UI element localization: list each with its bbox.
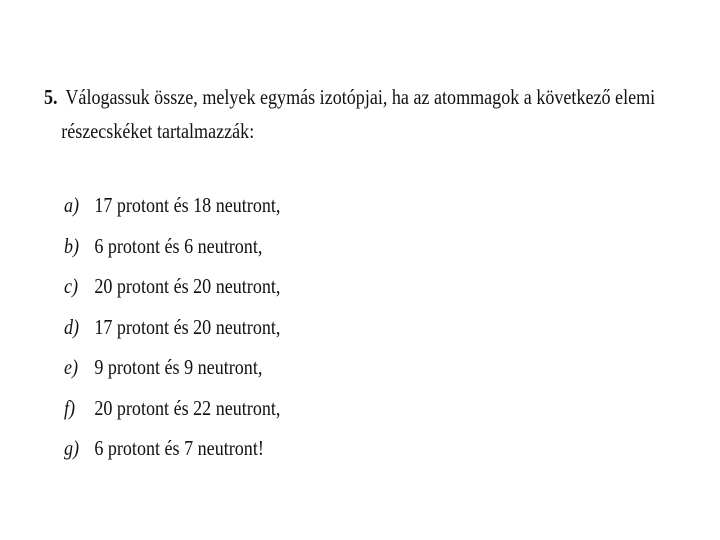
- problem-number: 5.: [44, 85, 58, 109]
- problem-stem-line-2: részecskéket tartalmazzák:: [61, 119, 255, 143]
- item-letter: c): [64, 274, 79, 298]
- item-letter: b): [64, 233, 80, 258]
- answer-items-list: [64, 188, 664, 472]
- list-item: [64, 391, 580, 432]
- item-text: 17 protont és 18 neutront,: [94, 193, 281, 217]
- item-text: 9 protont és 9 neutront,: [94, 355, 263, 379]
- item-text: 17 protont és 20 neutront,: [94, 314, 281, 339]
- item-letter: d): [64, 314, 80, 339]
- list-item: [64, 229, 580, 270]
- list-item: [64, 431, 580, 472]
- item-letter: a): [64, 193, 80, 217]
- item-letter: g): [64, 436, 80, 460]
- item-letter: e): [64, 355, 79, 379]
- item-text: 6 protont és 7 neutront!: [94, 436, 264, 460]
- item-text: 20 protont és 22 neutront,: [94, 395, 281, 420]
- problem-stem-line-1: [44, 80, 656, 114]
- problem-statement: [44, 80, 684, 148]
- list-item: [64, 269, 580, 310]
- problem-stem-text-1: Válogassuk össze, melyek egymás izotópjai, ha az atommagok a következő elemi: [65, 85, 656, 109]
- item-text: 6 protont és 6 neutront,: [94, 233, 263, 258]
- list-item: [64, 350, 580, 391]
- list-item: [64, 188, 580, 229]
- item-letter: f): [64, 395, 76, 420]
- item-text: 20 protont és 20 neutront,: [94, 274, 281, 298]
- list-item: [64, 310, 580, 351]
